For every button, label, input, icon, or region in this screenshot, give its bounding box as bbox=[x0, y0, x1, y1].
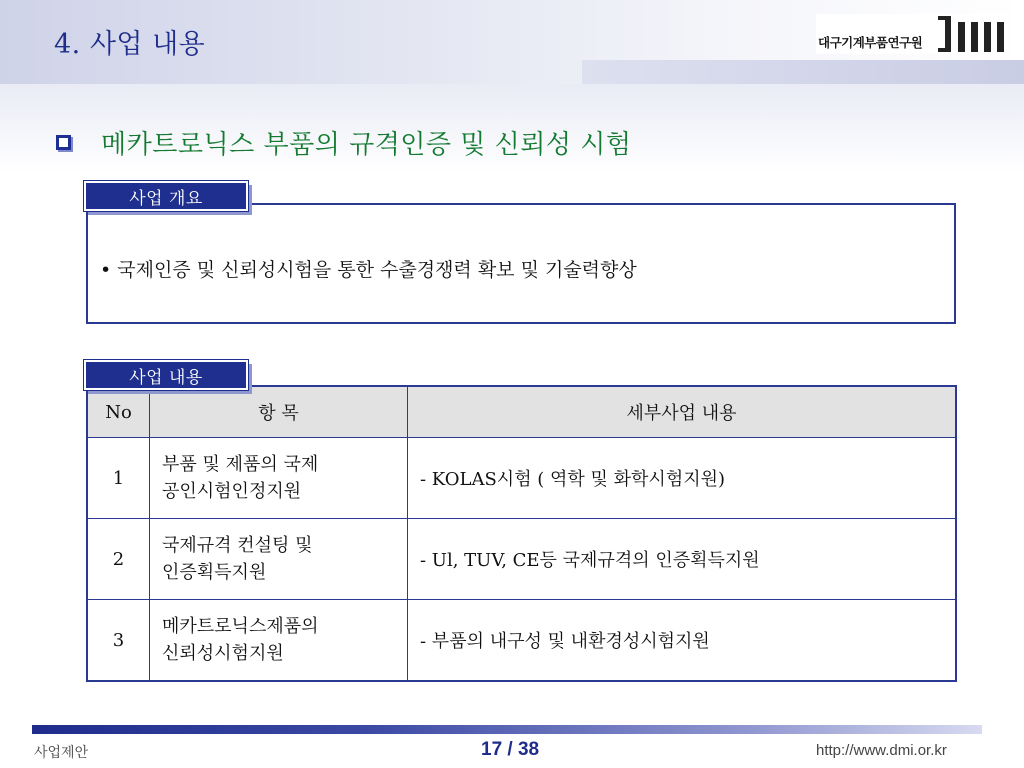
logo bbox=[816, 14, 1008, 54]
row-item-line2: 인증획득지원 bbox=[162, 562, 267, 583]
page-number: 17 / 38 bbox=[481, 739, 540, 760]
row-item-line1: 부품 및 제품의 국제 bbox=[162, 454, 319, 475]
content-tag: 사업 내용 bbox=[84, 360, 248, 390]
table-row bbox=[87, 600, 956, 682]
row-item bbox=[150, 600, 408, 682]
row-item-line2: 신뢰성시험지원 bbox=[162, 643, 284, 664]
row-item-line1: 국제규격 컨설팅 및 bbox=[162, 535, 313, 556]
row-detail: - Ul, TUV, CE등 국제규격의 인증획득지원 bbox=[408, 519, 957, 600]
checkbox-bullet-icon bbox=[56, 135, 71, 150]
overview-item: • 국제인증 및 신뢰성시험을 통한 수출경쟁력 확보 및 기술력향상 bbox=[100, 259, 637, 281]
content-table bbox=[86, 385, 957, 682]
row-item bbox=[150, 438, 408, 519]
row-no: 3 bbox=[87, 600, 150, 682]
footer-url: http://www.dmi.or.kr bbox=[816, 742, 947, 759]
overview-tag: 사업 개요 bbox=[84, 181, 248, 211]
table-header-row bbox=[87, 386, 956, 438]
overview-box bbox=[86, 203, 956, 324]
logo-mark-icon bbox=[938, 16, 1006, 52]
header-stripe bbox=[582, 60, 1024, 84]
row-detail: - KOLAS시험 ( 역학 및 화학시험지원) bbox=[408, 438, 957, 519]
row-detail: - 부품의 내구성 및 내환경성시험지원 bbox=[408, 600, 957, 682]
page-title: 4. 사업 내용 bbox=[54, 29, 206, 60]
row-no: 2 bbox=[87, 519, 150, 600]
footer-bar bbox=[32, 725, 982, 734]
section-heading bbox=[56, 124, 632, 161]
table-row bbox=[87, 519, 956, 600]
logo-text: 대구기계부품연구원 bbox=[818, 35, 923, 50]
header-detail: 세부사업 내용 bbox=[408, 386, 957, 438]
header-item: 항 목 bbox=[150, 386, 408, 438]
row-no: 1 bbox=[87, 438, 150, 519]
table-row bbox=[87, 438, 956, 519]
header-no: No bbox=[87, 386, 150, 438]
row-item bbox=[150, 519, 408, 600]
row-item-line1: 메카트로닉스제품의 bbox=[162, 616, 319, 637]
footer-label: 사업제안 bbox=[34, 745, 89, 761]
section-heading-text: 메카트로닉스 부품의 규격인증 및 신뢰성 시험 bbox=[101, 130, 632, 160]
row-item-line2: 공인시험인정지원 bbox=[162, 481, 302, 502]
